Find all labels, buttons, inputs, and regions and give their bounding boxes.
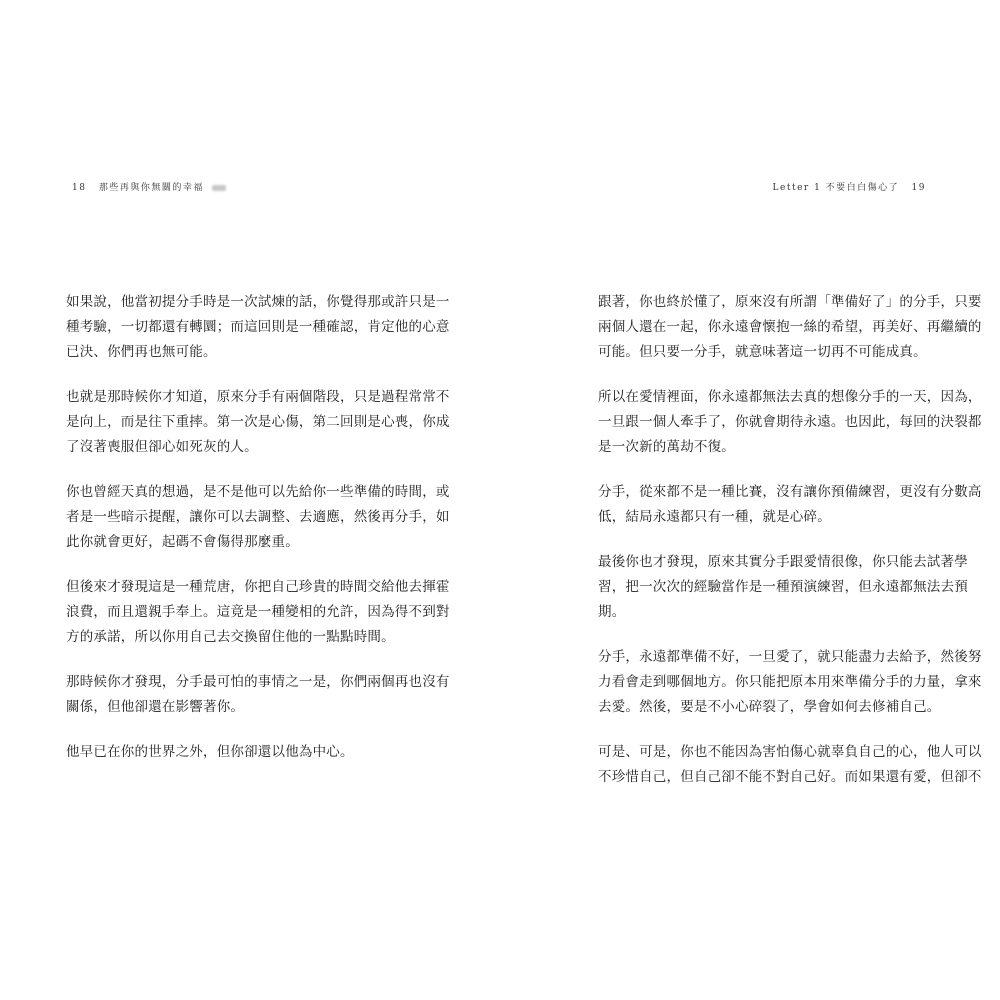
paragraph [66,385,450,460]
text-line: 此你就會更好，起碼不會傷得那麼重。 [66,534,299,550]
text-line: 分手，從來都不是一種比賽，沒有讓你預備練習，更沒有分數高 [598,484,982,500]
text-line: 習，把一次次的經驗當作是一種預演練習，但永遠都無法去預 [598,579,968,595]
right-page-header [773,180,934,193]
left-running-title: 那些再與你無關的幸福 [98,183,204,193]
paragraph [598,290,982,365]
text-line: 是向上，而是往下重摔。第一次是心傷，第二回則是心喪，你成 [66,414,450,430]
text-line: 最後你也才發現，原來其實分手跟愛情很像，你只能去試著學 [598,554,968,570]
left-page-header [64,180,226,193]
text-line: 分手，永遠都準備不好，一旦愛了，就只能盡力去給予，然後努 [598,649,982,665]
text-line: 他早已在你的世界之外，但你卻還以他為中心。 [66,744,354,760]
text-line: 也就是那時候你才知道，原來分手有兩個階段，只是過程常常不 [66,389,450,405]
text-line: 不珍惜自己，但自己卻不能不對自己好。而如果還有愛，但卻不 [598,769,982,785]
text-line: 一旦跟一個人牽手了，你就會期待永遠。也因此，每回的決裂都 [598,414,982,430]
text-line: 如果說，他當初提分手時是一次試煉的話，你覺得那或許只是一 [66,294,450,310]
paragraph [66,670,450,720]
text-line: 是一次新的萬劫不復。 [598,439,735,455]
paragraph [598,385,982,460]
paragraph [66,575,450,650]
text-line: 所以在愛情裡面，你永遠都無法去真的想像分手的一天，因為， [598,389,982,405]
text-line: 你也曾經天真的想過，是不是他可以先給你一些準備的時間，或 [66,484,450,500]
text-line: 了沒著喪服但卻心如死灰的人。 [66,439,258,455]
text-line: 可是、可是，你也不能因為害怕傷心就辜負自己的心，他人可以 [598,744,982,760]
text-line: 但後來才發現這是一種荒唐，你把自己珍貴的時間交給他去揮霍 [66,579,450,595]
text-line: 跟著，你也終於懂了，原來沒有所謂「準備好了」的分手，只要 [598,294,982,310]
text-line: 可能。但只要一分手，就意味著這一切再不可能成真。 [598,344,927,360]
paragraph [598,480,982,530]
text-line: 那時候你才發現，分手最可怕的事情之一是，你們兩個再也沒有 [66,674,450,690]
paragraph [598,550,968,625]
paragraph [598,740,982,790]
text-line: 方的承諾，所以你用自己去交換留住他的一點點時間。 [66,629,395,645]
text-line: 關係，但他卻還在影響著你。 [66,699,245,715]
paragraph [598,645,982,720]
text-line: 兩個人還在一起，你永遠會懷抱一絲的希望，再美好、再繼續的 [598,319,982,335]
text-line: 已決、你們再也無可能。 [66,344,217,360]
text-line: 種考驗，一切都還有轉圜；而這回則是一種確認，肯定他的心意 [66,319,450,335]
text-line: 低，結局永遠都只有一種，就是心碎。 [598,509,831,525]
text-line: 浪費，而且還親手奉上。這竟是一種變相的允許，因為得不到對 [66,604,450,620]
paragraph [66,740,406,765]
left-page-body [66,290,450,785]
text-line: 者是一些暗示提醒，讓你可以去調整、去適應，然後再分手，如 [66,509,450,525]
text-line: 去愛。然後，要是不小心碎裂了，學會如何去修補自己。 [598,699,941,715]
right-page-body [598,290,982,810]
blurred-mark [212,185,226,191]
left-page-number: 18 [72,183,87,193]
paragraph [66,480,450,555]
paragraph [66,290,450,365]
right-running-title: Letter 1 不要白白傷心了 [772,183,900,193]
text-line: 力看會走到哪個地方。你只能把原本用來準備分手的力量，拿來 [598,674,982,690]
right-page-number: 19 [911,183,926,193]
text-line: 期。 [598,604,626,620]
